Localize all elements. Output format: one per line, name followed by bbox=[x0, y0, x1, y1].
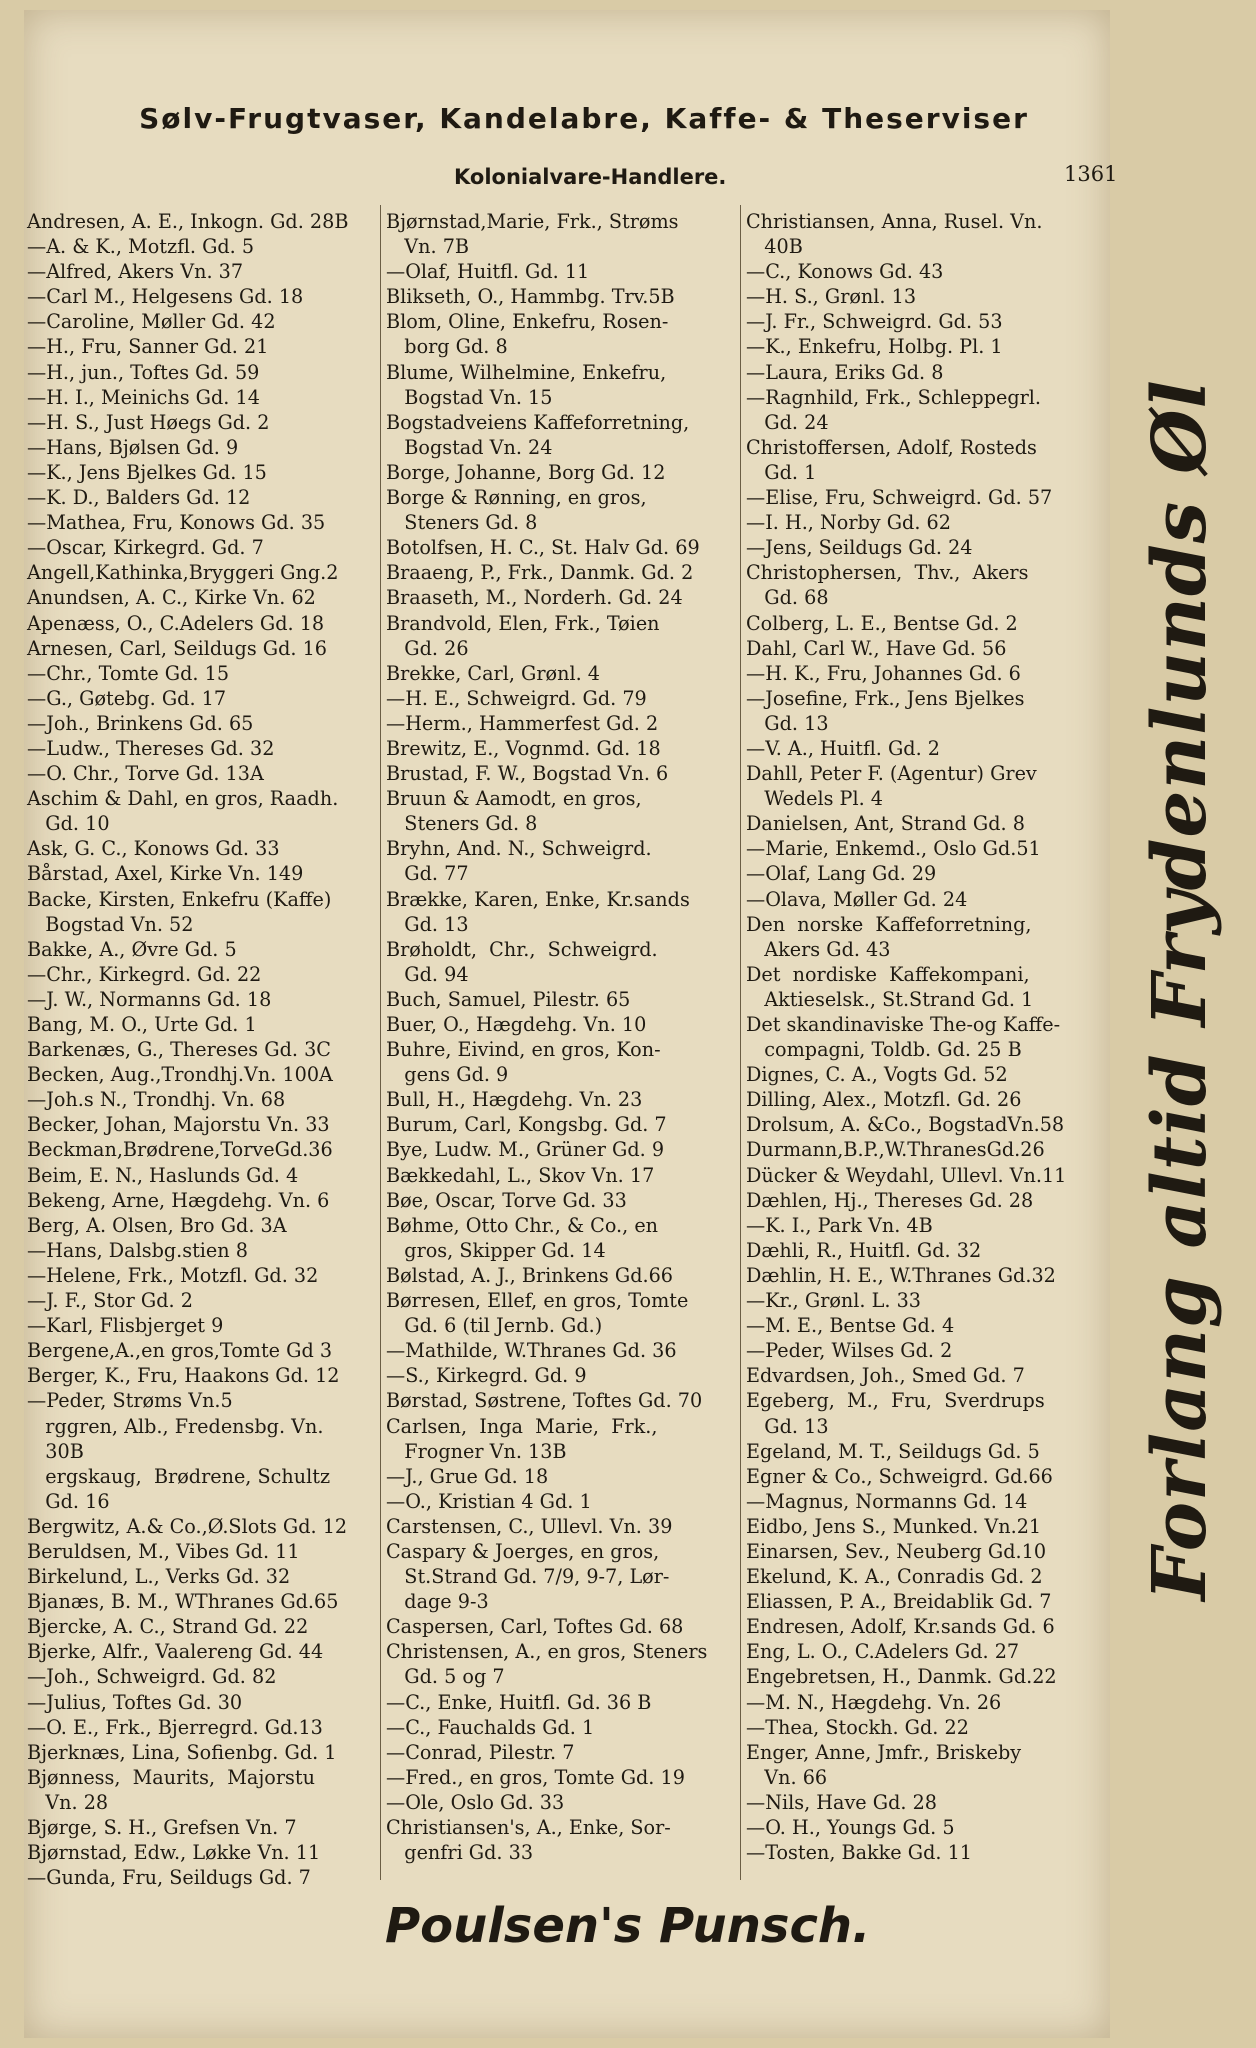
bottom-advertisement: Poulsen's Punsch. bbox=[385, 1898, 871, 1954]
vertical-advertisement: Forlang altid Frydenlunds Øl bbox=[1137, 379, 1223, 1601]
section-title: Kolonialvare-Handlere. bbox=[454, 165, 727, 189]
directory-column-1: Andresen, A. E., Inkogn. Gd. 28B —A. & K., Motzfl. Gd. 5 —Alfred, Akers Vn. 37 —Carl M., Helgesens Gd. 18 —Caroline, Møller Gd. 42 —H., Fru, Sanner Gd. 21 —H., jun., Toftes Gd. 59 —H. I., Meinichs Gd. 14 —H. S., Just Høegs Gd. 2 —Hans, Bjølsen Gd. 9 —K., Jens Bjelkes Gd. 15 —K. D., Balders Gd. 12 —Mathea, Fru, Konows Gd. 35 —Oscar, Kirkegrd. Gd. 7 Angell,Kathinka,Bryggeri Gng.2 Anundsen, A. C., Kirke Vn. 62 Apenæss, O., C.Adelers Gd. 18 Arnesen, Carl, Seildugs Gd. 16 —Chr., Tomte Gd. 15 —G., Gøtebg. Gd. 17 —Joh., Brinkens Gd. 65 —Ludw., Thereses Gd. 32 —O. Chr., Torve Gd. 13A Aschim & Dahl, en gros, Raadh. Gd. 10 Ask, G. C., Konows Gd. 33 Bårstad, Axel, Kirke Vn. 149 Backe, Kirsten, Enkefru (Kaffe) Bogstad Vn. 52 Bakke, A., Øvre Gd. 5 —Chr., Kirkegrd. Gd. 22 —J. W., Normanns Gd. 18 Bang, M. O., Urte Gd. 1 Barkenæs, G., Thereses Gd. 3C Becken, Aug.,Trondhj.Vn. 100A —Joh.s N., Trondhj. Vn. 68 Becker, Johan, Majorstu Vn. 33 Beckman,Brødrene,TorveGd.36 Beim, E. N., Haslunds Gd. 4 Bekeng, Arne, Hægdehg. Vn. 6 Berg, A. Olsen, Bro Gd. 3A —Hans, Dalsbg.stien 8 —Helene, Frk., Motzfl. Gd. 32 —J. F., Stor Gd. 2 —Karl, Flisbjerget 9 Bergene,A.,en gros,Tomte Gd 3 Berger, K., Fru, Haakons Gd. 12 —Peder, Strøms Vn.5 rggren, Alb., Fredensbg. Vn. 30B ergskaug, Brødrene, Schultz Gd. 16 Bergwitz, A.& Co.,Ø.Slots Gd. 12 Beruldsen, M., Vibes Gd. 11 Birkelund, L., Verks Gd. 32 Bjanæs, B. M., WThranes Gd.65 Bjercke, A. C., Strand Gd. 22 Bjerke, Alfr., Vaalereng Gd. 44 —Joh., Schweigrd. Gd. 82 —Julius, Toftes Gd. 30 —O. E., Frk., Bjerregrd. Gd.13 Bjerknæs, Lina, Sofienbg. Gd. 1 Bjønness, Maurits, Majorstu Vn. 28 Bjørge, S. H., Grefsen Vn. 7 Bjørnstad, Edw., Løkke Vn. 11 —Gunda, Fru, Seildugs Gd. 7 bbox=[27, 210, 349, 1890]
page-number: 1361 bbox=[1064, 162, 1118, 186]
directory-column-3: Christiansen, Anna, Rusel. Vn. 40B —C., Konows Gd. 43 —H. S., Grønl. 13 —J. Fr., Schweigrd. Gd. 53 —K., Enkefru, Holbg. Pl. 1 —Laura, Eriks Gd. 8 —Ragnhild, Frk., Schleppegrl. Gd. 24 Christoffersen, Adolf, Rosteds Gd. 1 —Elise, Fru, Schweigrd. Gd. 57 —I. H., Norby Gd. 62 —Jens, Seildugs Gd. 24 Christophersen, Thv., Akers Gd. 68 Colberg, L. E., Bentse Gd. 2 Dahl, Carl W., Have Gd. 56 —H. K., Fru, Johannes Gd. 6 —Josefine, Frk., Jens Bjelkes Gd. 13 —V. A., Huitfl. Gd. 2 Dahll, Peter F. (Agentur) Grev Wedels Pl. 4 Danielsen, Ant, Strand Gd. 8 —Marie, Enkemd., Oslo Gd.51 —Olaf, Lang Gd. 29 —Olava, Møller Gd. 24 Den norske Kaffeforretning, Akers Gd. 43 Det nordiske Kaffekompani, Aktieselsk., St.Strand Gd. 1 Det skandinaviske The-og Kaffe- compagni, Toldb. Gd. 25 B Dignes, C. A., Vogts Gd. 52 Dilling, Alex., Motzfl. Gd. 26 Drolsum, A. &Co., BogstadVn.58 Durmann,B.P.,W.ThranesGd.26 Dücker & Weydahl, Ullevl. Vn.11 Dæhlen, Hj., Thereses Gd. 28 —K. I., Park Vn. 4B Dæhli, R., Huitfl. Gd. 32 Dæhlin, H. E., W.Thranes Gd.32 —Kr., Grønl. L. 33 —M. E., Bentse Gd. 4 —Peder, Wilses Gd. 2 Edvardsen, Joh., Smed Gd. 7 Egeberg, M., Fru, Sverdrups Gd. 13 Egeland, M. T., Seildugs Gd. 5 Egner & Co., Schweigrd. Gd.66 —Magnus, Normanns Gd. 14 Eidbo, Jens S., Munked. Vn.21 Einarsen, Sev., Neuberg Gd.10 Ekelund, K. A., Conradis Gd. 2 Eliassen, P. A., Breidablik Gd. 7 Endresen, Adolf, Kr.sands Gd. 6 Eng, L. O., C.Adelers Gd. 27 Engebretsen, H., Danmk. Gd.22 —M. N., Hægdehg. Vn. 26 —Thea, Stockh. Gd. 22 Enger, Anne, Jmfr., Briskeby Vn. 66 —Nils, Have Gd. 28 —O. H., Youngs Gd. 5 —Tosten, Bakke Gd. 11 bbox=[746, 210, 1067, 1865]
advertisement-banner: Sølv-Frugtvaser, Kandelabre, Kaffe- & Theserviser bbox=[139, 102, 1029, 135]
directory-column-2: Bjørnstad,Marie, Frk., Strøms Vn. 7B —Olaf, Huitfl. Gd. 11 Blikseth, O., Hammbg. Trv.5B Blom, Oline, Enkefru, Rosen- borg Gd. 8 Blume, Wilhelmine, Enkefru, Bogstad Vn. 15 Bogstadveiens Kaffeforretning, Bogstad Vn. 24 Borge, Johanne, Borg Gd. 12 Borge & Rønning, en gros, Steners Gd. 8 Botolfsen, H. C., St. Halv Gd. 69 Braaeng, P., Frk., Danmk. Gd. 2 Braaseth, M., Norderh. Gd. 24 Brandvold, Elen, Frk., Tøien Gd. 26 Brekke, Carl, Grønl. 4 —H. E., Schweigrd. Gd. 79 —Herm., Hammerfest Gd. 2 Brewitz, E., Vognmd. Gd. 18 Brustad, F. W., Bogstad Vn. 6 Bruun & Aamodt, en gros, Steners Gd. 8 Bryhn, And. N., Schweigrd. Gd. 77 Brække, Karen, Enke, Kr.sands Gd. 13 Brøholdt, Chr., Schweigrd. Gd. 94 Buch, Samuel, Pilestr. 65 Buer, O., Hægdehg. Vn. 10 Buhre, Eivind, en gros, Kon- gens Gd. 9 Bull, H., Hægdehg. Vn. 23 Burum, Carl, Kongsbg. Gd. 7 Bye, Ludw. M., Grüner Gd. 9 Bækkedahl, L., Skov Vn. 17 Bøe, Oscar, Torve Gd. 33 Bøhme, Otto Chr., & Co., en gros, Skipper Gd. 14 Bølstad, A. J., Brinkens Gd.66 Børresen, Ellef, en gros, Tomte Gd. 6 (til Jernb. Gd.) —Mathilde, W.Thranes Gd. 36 —S., Kirkegrd. Gd. 9 Børstad, Søstrene, Toftes Gd. 70 Carlsen, Inga Marie, Frk., Frogner Vn. 13B —J., Grue Gd. 18 —O., Kristian 4 Gd. 1 Carstensen, C., Ullevl. Vn. 39 Caspary & Joerges, en gros, St.Strand Gd. 7/9, 9-7, Lør- dage 9-3 Caspersen, Carl, Toftes Gd. 68 Christensen, A., en gros, Steners Gd. 5 og 7 —C., Enke, Huitfl. Gd. 36 B —C., Fauchalds Gd. 1 —Conrad, Pilestr. 7 —Fred., en gros, Tomte Gd. 19 —Ole, Oslo Gd. 33 Christiansen's, A., Enke, Sor- genfri Gd. 33 bbox=[386, 210, 708, 1865]
